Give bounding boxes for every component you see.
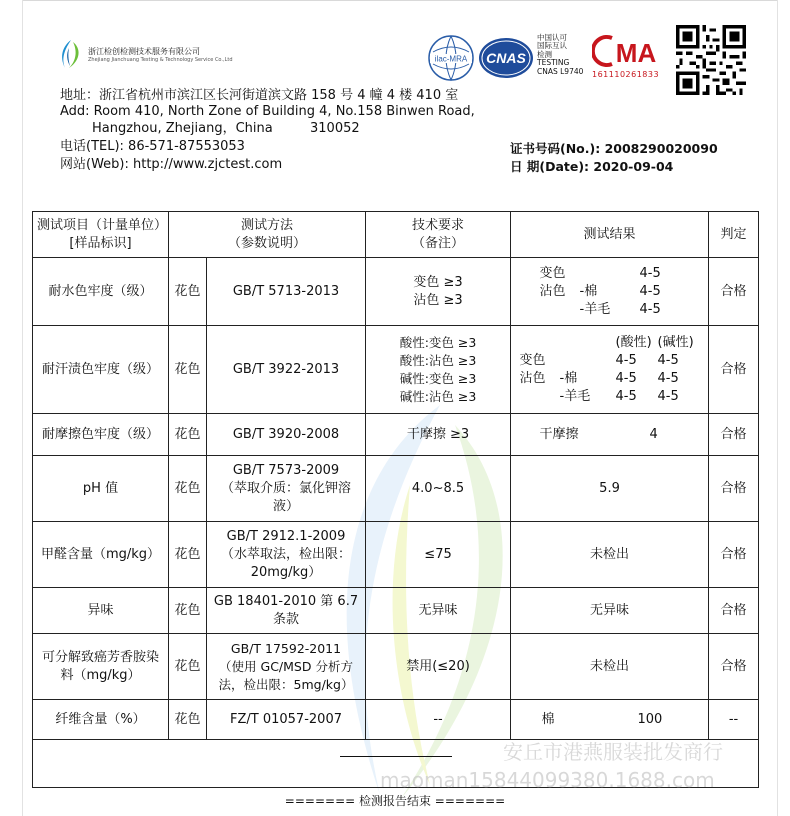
cma-logo xyxy=(592,34,660,68)
header-judgement: 判定 xyxy=(709,212,759,258)
row-sample: 花色 xyxy=(169,326,207,414)
result-label: 棉 xyxy=(541,711,555,727)
method-line: （水萃取法，检出限： xyxy=(221,546,352,562)
header-result: 测试结果 xyxy=(511,212,709,258)
row-judgement: 合格 xyxy=(709,326,759,414)
result-cell: 4-5 xyxy=(657,352,679,368)
table-row xyxy=(33,258,759,326)
req-line: 变色 ≥3 xyxy=(413,274,463,290)
result-value: 100 xyxy=(637,711,663,727)
page-left-border xyxy=(22,0,23,816)
req-line: 碱性:沾色 ≥3 xyxy=(399,388,477,404)
header-requirement xyxy=(366,212,511,258)
certificate-date: 日 期(Date): 2020-09-04 xyxy=(510,159,674,174)
cnas-caption-3: 检测 xyxy=(537,49,552,59)
method-line: （使用 GC/MSD 分析方 xyxy=(219,658,353,674)
qr-code xyxy=(676,25,746,95)
header-req-line2: （备注） xyxy=(412,235,465,251)
table-row xyxy=(33,522,759,588)
watermark-shop-url: maoman15844099380.1688.com xyxy=(380,768,715,792)
cma-text: MA xyxy=(615,38,657,68)
method-line: 20mg/kg） xyxy=(250,564,322,580)
row-result: 未检出 xyxy=(511,522,709,588)
row-sample: 花色 xyxy=(169,414,207,456)
row-judgement: 合格 xyxy=(709,456,759,522)
row-judgement: -- xyxy=(709,700,759,740)
result-cell: 4-5 xyxy=(657,370,679,386)
address-line-cn: 地址：浙江省杭州市滨江区长河街道滨文路 158 号 4 幢 4 楼 410 室 xyxy=(60,88,459,103)
method-line: 条款 xyxy=(273,611,300,627)
cma-number: 161110261833 xyxy=(592,70,660,79)
company-logo-icon xyxy=(55,38,85,70)
row-item: 甲醛含量（mg/kg） xyxy=(33,522,169,588)
table-row xyxy=(33,326,759,414)
row-requirement: 4.0~8.5 xyxy=(366,456,511,522)
row-item: 耐摩擦色牢度（级） xyxy=(33,414,169,456)
result-cell xyxy=(560,352,616,370)
row-result xyxy=(511,258,709,326)
table-row xyxy=(33,414,759,456)
req-line: 碱性:变色 ≥3 xyxy=(399,370,477,386)
row-sample: 花色 xyxy=(169,456,207,522)
row-result xyxy=(511,326,709,414)
company-name-en: Zhejiang Jianchuang Testing & Technology Service Co.,Ltd xyxy=(88,57,233,63)
result-cell: 沾色 xyxy=(539,283,566,299)
row-judgement: 合格 xyxy=(709,414,759,456)
address-postcode: 310052 xyxy=(310,121,360,136)
result-cell xyxy=(580,265,640,283)
row-requirement: 干摩擦 ≥3 xyxy=(366,414,511,456)
req-line: 沾色 ≥3 xyxy=(413,292,463,308)
row-method: FZ/T 01057-2007 xyxy=(207,700,366,740)
cnas-caption xyxy=(537,34,583,76)
header-item xyxy=(33,212,169,258)
method-line: 液） xyxy=(273,498,300,514)
method-line: GB/T 7573-2009 xyxy=(232,462,340,478)
result-cell: 沾色 xyxy=(519,370,546,386)
row-item: 纤维含量（%） xyxy=(33,700,169,740)
result-cell: 4-5 xyxy=(639,265,661,281)
header-method-line2: （参数说明） xyxy=(228,235,307,251)
item-line: 可分解致癌芳香胺染 xyxy=(41,649,159,665)
result-cell: -棉 xyxy=(559,370,578,386)
table-row xyxy=(33,456,759,522)
row-requirement xyxy=(366,326,511,414)
test-results-table xyxy=(32,211,759,740)
page-right-border xyxy=(777,0,778,816)
row-requirement: 无异味 xyxy=(366,588,511,634)
row-method xyxy=(207,634,366,700)
watermark-shop-name: 安丘市港燕服装批发商行 xyxy=(503,740,723,764)
result-cell: 4-5 xyxy=(615,352,637,368)
row-result: 5.9 xyxy=(511,456,709,522)
row-result: 无异味 xyxy=(511,588,709,634)
result-head-alkali: (碱性) xyxy=(657,334,694,350)
ilac-text: ilac-MRA xyxy=(434,54,468,64)
cnas-caption-5: CNAS L9740 xyxy=(537,66,584,76)
result-cell: 4-5 xyxy=(639,301,661,317)
header-method xyxy=(169,212,366,258)
result-cell: -棉 xyxy=(579,283,598,299)
row-item: 异味 xyxy=(33,588,169,634)
method-line: GB 18401-2010 第 6.7 xyxy=(213,593,359,609)
row-sample: 花色 xyxy=(169,634,207,700)
address-line-en-1: Add: Room 410, North Zone of Building 4, No.158 Binwen Road, xyxy=(60,104,475,119)
row-result: 未检出 xyxy=(511,634,709,700)
ilac-mra-logo xyxy=(427,34,475,82)
row-method xyxy=(207,456,366,522)
row-requirement: -- xyxy=(366,700,511,740)
result-cell: 变色 xyxy=(519,352,546,368)
row-item: 耐汗渍色牢度（级） xyxy=(33,326,169,414)
result-cell: 4-5 xyxy=(615,388,637,404)
row-sample: 花色 xyxy=(169,700,207,740)
row-item xyxy=(33,634,169,700)
row-requirement xyxy=(366,258,511,326)
method-line: （萃取介质：氯化钾溶 xyxy=(221,480,352,496)
cnas-logo xyxy=(478,36,534,80)
row-sample: 花色 xyxy=(169,588,207,634)
row-result xyxy=(511,414,709,456)
row-sample: 花色 xyxy=(169,522,207,588)
row-requirement: ≤75 xyxy=(366,522,511,588)
cnas-text: CNAS xyxy=(486,50,526,66)
row-judgement: 合格 xyxy=(709,634,759,700)
header-item-line2: [样品标识] xyxy=(69,235,132,251)
row-method xyxy=(207,588,366,634)
row-sample: 花色 xyxy=(169,258,207,326)
result-cell: 4-5 xyxy=(639,283,661,299)
contact-tel: 电话(TEL): 86-571-87553053 xyxy=(60,139,245,154)
method-line: 法，检出限：5mg/kg） xyxy=(218,676,354,692)
page-top-border xyxy=(22,0,777,1)
result-value: 4 xyxy=(649,426,658,442)
end-rule-line xyxy=(340,756,452,757)
req-line: 酸性:变色 ≥3 xyxy=(399,334,477,350)
row-method xyxy=(207,522,366,588)
contact-web: 网站(Web): http://www.zjctest.com xyxy=(60,157,283,172)
row-method: GB/T 5713-2013 xyxy=(207,258,366,326)
row-item: pH 值 xyxy=(33,456,169,522)
method-line: GB/T 2912.1-2009 xyxy=(226,528,346,544)
result-head-acid: (酸性) xyxy=(615,334,652,350)
company-name-cn: 浙江检创检测技术服务有限公司 xyxy=(88,47,200,56)
row-item: 耐水色牢度（级） xyxy=(33,258,169,326)
row-method: GB/T 3922-2013 xyxy=(207,326,366,414)
cnas-caption-2: 国际互认 xyxy=(537,41,567,51)
cnas-caption-4: TESTING xyxy=(537,58,570,68)
row-judgement: 合格 xyxy=(709,522,759,588)
header-req-line1: 技术要求 xyxy=(412,217,465,233)
req-line: 酸性:沾色 ≥3 xyxy=(399,352,477,368)
row-judgement: 合格 xyxy=(709,588,759,634)
row-method: GB/T 3920-2008 xyxy=(207,414,366,456)
result-cell: 变色 xyxy=(539,265,566,281)
row-requirement: 禁用(≤20) xyxy=(366,634,511,700)
result-label: 干摩擦 xyxy=(539,426,579,442)
table-row xyxy=(33,588,759,634)
table-row xyxy=(33,700,759,740)
result-cell xyxy=(520,388,560,406)
table-row xyxy=(33,634,759,700)
report-end-note: ======= 检测报告结束 ======= xyxy=(284,794,506,808)
result-cell: 4-5 xyxy=(657,388,679,404)
address-line-en-2: Hangzhou, Zhejiang，China xyxy=(92,121,273,136)
result-cell: -羊毛 xyxy=(579,301,611,317)
result-cell: 4-5 xyxy=(615,370,637,386)
header-method-line1: 测试方法 xyxy=(241,217,294,233)
result-cell xyxy=(540,301,580,319)
header-item-line1: 测试项目（计量单位） xyxy=(37,217,168,233)
cnas-caption-1: 中国认可 xyxy=(537,33,567,42)
method-line: GB/T 17592-2011 xyxy=(230,640,342,656)
row-judgement: 合格 xyxy=(709,258,759,326)
certificate-number: 证书号码(No.): 2008290020090 xyxy=(510,141,718,156)
row-result xyxy=(511,700,709,740)
table-header-row xyxy=(33,212,759,258)
result-cell: -羊毛 xyxy=(559,388,591,404)
item-line: 料（mg/kg） xyxy=(60,667,141,683)
